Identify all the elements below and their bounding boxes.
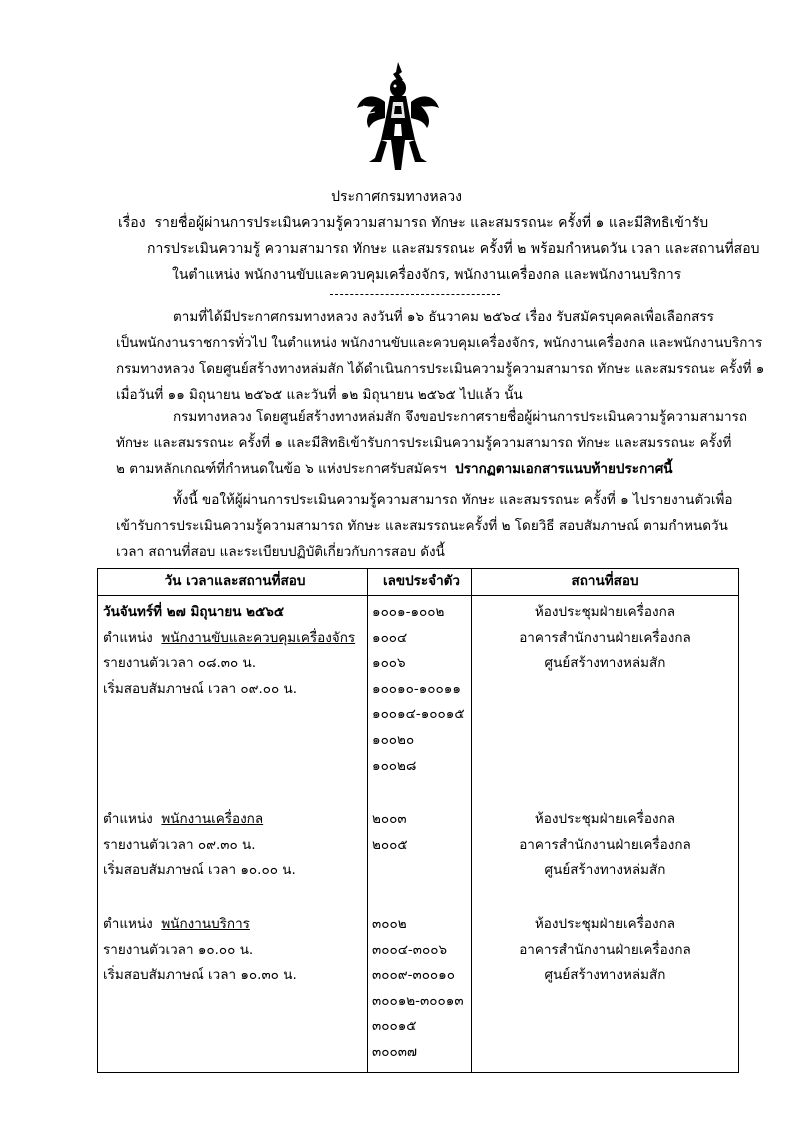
place-center: ศูนย์สร้างทางหล่มสัก	[544, 967, 666, 984]
position-line: ตำแหน่ง พนักงานขับและควบคุมเครื่องจักร	[103, 629, 356, 646]
place-center: ศูนย์สร้างทางหล่มสัก	[544, 862, 666, 879]
paragraph-1-line: กรมทางหลวง โดยศูนย์สร้างทางหล่มสัก ได้ดำเนินการประเมินความรู้ความสามารถ ทักษะ และสมรรถนะ ครั้งที่ ๑	[116, 361, 765, 377]
table-header-row	[98, 569, 739, 596]
candidate-id: ๑๐๐๒๐	[372, 731, 415, 748]
garuda-emblem-icon	[355, 62, 441, 172]
attachment-note: ปรากฏตามเอกสารแนบท้ายประกาศนี้	[455, 461, 673, 477]
candidate-id: ๑๐๐๑๐-๑๐๐๑๑	[372, 680, 461, 697]
announcement-title: ประกาศกรมทางหลวง	[331, 189, 462, 205]
candidate-id: ๑๐๐๔	[372, 629, 408, 646]
candidate-id: ๑๐๐๑๔-๑๐๐๑๕	[372, 706, 465, 723]
paragraph-1	[116, 304, 765, 408]
paragraph-3-line: ทั้งนี้ ขอให้ผู้ผ่านการประเมินความรู้ความสามารถ ทักษะ และสมรรถนะ ครั้งที่ ๑ ไปรายงานตัวเพื่อ	[173, 492, 733, 508]
paragraph-3-line: เข้ารับการประเมินความรู้ความสามารถ ทักษะ และสมรรถนะครั้งที่ ๒ โดยวิธี สอบสัมภาษณ์ ตามกำหนดวัน	[116, 518, 728, 534]
paragraph-1-line: ตามที่ได้มีประกาศกรมทางหลวง ลงวันที่ ๑๖ ธันวาคม ๒๕๖๔ เรื่อง รับสมัครบุคคลเพื่อเลือกสรร	[173, 309, 714, 325]
subject-label: เรื่อง	[118, 215, 146, 231]
header-datetime: วัน เวลาและสถานที่สอบ	[98, 569, 368, 596]
position-name: พนักงานขับและควบคุมเครื่องจักร	[161, 629, 356, 646]
schedule-cell	[98, 596, 368, 1073]
place-building: อาคารสำนักงานฝ่ายเครื่องกล	[519, 629, 691, 646]
candidate-id: ๒๐๐๕	[372, 836, 408, 853]
candidate-id: ๓๐๐๔-๓๐๐๖	[372, 941, 448, 958]
position-name: พนักงานบริการ	[161, 915, 250, 932]
paragraph-2-line: กรมทางหลวง โดยศูนย์สร้างทางหล่มสัก จึงขอประกาศรายชื่อผู้ผ่านการประเมินความรู้ความสามารถ	[173, 409, 748, 425]
candidate-id: ๑๐๐๒๘	[372, 757, 417, 774]
candidate-id: ๓๐๐๒	[372, 915, 407, 932]
paragraph-3	[116, 487, 744, 565]
paragraph-2	[116, 404, 748, 482]
candidate-id: ๓๐๐๙-๓๐๐๑๐	[372, 967, 455, 984]
place-cell	[472, 596, 739, 1073]
report-time: รายงานตัวเวลา ๐๘.๓๐ น.	[103, 655, 257, 672]
paragraph-3-line: เวลา สถานที่สอบ และระเบียบปฏิบัติเกี่ยวกับการสอบ ดังนี้	[116, 544, 445, 560]
subject-line-3: ในตำแหน่ง พนักงานขับและควบคุมเครื่องจักร, พนักงานเครื่องกล และพนักงานบริการ	[172, 267, 682, 283]
id-cell	[368, 596, 472, 1073]
place-room: ห้องประชุมฝ่ายเครื่องกล	[534, 604, 676, 620]
position-line: ตำแหน่ง พนักงานเครื่องกล	[103, 811, 264, 828]
paragraph-1-line: เป็นพนักงานราชการทั่วไป ในตำแหน่ง พนักงานขับและควบคุมเครื่องจักร, พนักงานเครื่องกล และพนักงานบริการ	[116, 335, 763, 351]
report-time: รายงานตัวเวลา ๐๙.๓๐ น.	[103, 836, 256, 853]
position-name: พนักงานเครื่องกล	[161, 811, 264, 828]
place-room: ห้องประชุมฝ่ายเครื่องกล	[534, 811, 676, 828]
candidate-id: ๓๐๐๑๕	[372, 1018, 417, 1035]
start-time: เริ่มสอบสัมภาษณ์ เวลา ๑๐.๓๐ น.	[103, 967, 297, 984]
report-time: รายงานตัวเวลา ๑๐.๐๐ น.	[103, 941, 254, 958]
candidate-id: ๑๐๐๖	[372, 655, 406, 672]
place-center: ศูนย์สร้างทางหล่มสัก	[544, 655, 666, 672]
exam-date: วันจันทร์ที่ ๒๗ มิถุนายน ๒๕๖๕	[103, 604, 285, 620]
paragraph-2-line: ทักษะ และสมรรถนะ ครั้งที่ ๑ และมีสิทธิเข้ารับการประเมินความรู้ความสามารถ ทักษะ และสมรรถนะ ครั้งที่	[116, 435, 732, 451]
candidate-id: ๓๐๐๑๒-๓๐๐๑๓	[372, 992, 464, 1009]
subject-line-1	[118, 212, 708, 234]
start-time: เริ่มสอบสัมภาษณ์ เวลา ๑๐.๐๐ น.	[103, 862, 296, 879]
start-time: เริ่มสอบสัมภาษณ์ เวลา ๐๙.๐๐ น.	[103, 680, 298, 697]
paragraph-2-line: ๒ ตามหลักเกณฑ์ที่กำหนดในข้อ ๖ แห่งประกาศรับสมัครฯ ปรากฏตามเอกสารแนบท้ายประกาศนี้	[116, 461, 673, 477]
place-room: ห้องประชุมฝ่ายเครื่องกล	[534, 915, 676, 932]
subject-line-2: การประเมินความรู้ ความสามารถ ทักษะ และสมรรถนะ ครั้งที่ ๒ พร้อมกำหนดวัน เวลา และสถานที่สอบ	[147, 241, 760, 257]
subject-text-1: รายชื่อผู้ผ่านการประเมินความรู้ความสามารถ ทักษะ และสมรรถนะ ครั้งที่ ๑ และมีสิทธิเข้ารับ	[154, 215, 709, 231]
exam-schedule-table	[97, 568, 739, 1073]
table-row	[98, 596, 739, 1073]
candidate-id: ๒๐๐๓	[372, 811, 407, 828]
candidate-id: ๓๐๐๓๗	[372, 1043, 418, 1060]
header-id: เลขประจำตัว	[368, 569, 472, 596]
title-divider	[330, 294, 500, 295]
place-building: อาคารสำนักงานฝ่ายเครื่องกล	[519, 941, 691, 958]
place-building: อาคารสำนักงานฝ่ายเครื่องกล	[519, 836, 691, 853]
header-place: สถานที่สอบ	[472, 569, 739, 596]
position-line: ตำแหน่ง พนักงานบริการ	[103, 915, 250, 932]
paragraph-1-line: เมื่อวันที่ ๑๑ มิถุนายน ๒๕๖๕ และวันที่ ๑๒ มิถุนายน ๒๕๖๕ ไปแล้ว นั้น	[116, 387, 523, 403]
candidate-id: ๑๐๐๑-๑๐๐๒	[372, 604, 445, 620]
